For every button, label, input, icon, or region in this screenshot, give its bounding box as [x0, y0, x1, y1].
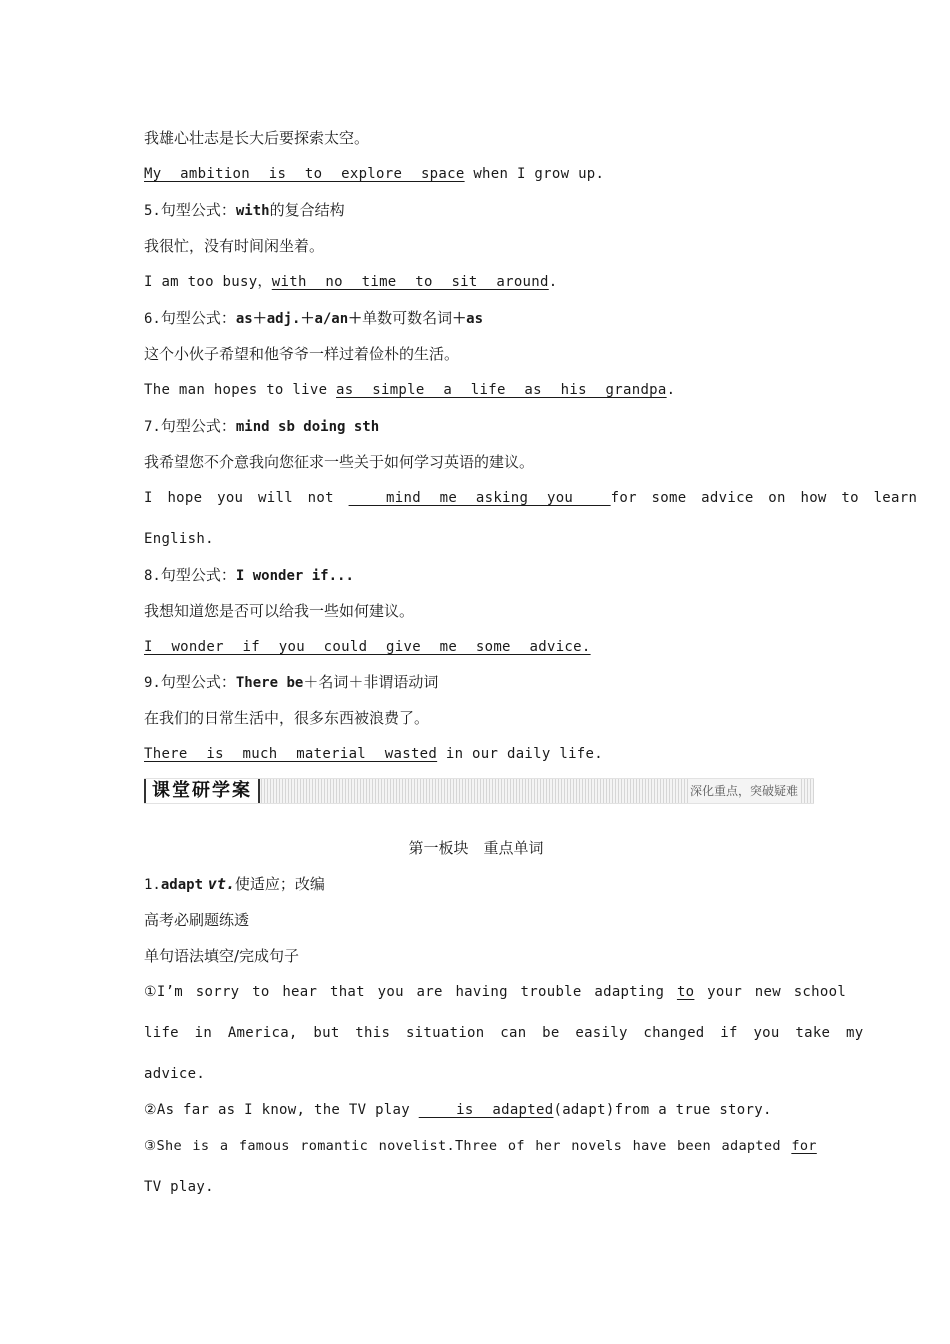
answer-blank: for — [791, 1138, 817, 1154]
pattern-label: 句型公式： — [160, 673, 236, 691]
sentence-chinese: 我很忙，没有时间闲坐着。 — [144, 237, 325, 255]
sentence-tail: . — [666, 382, 676, 398]
exercise-1-continued: life in America, but this situation can be easily changed if you take my — [144, 1025, 864, 1041]
exercise-text: ②As far as I know, the TV play — [144, 1102, 419, 1118]
pattern-suffix: 的复合结构 — [269, 201, 345, 219]
section-title: 第一板块 重点单词 — [408, 839, 544, 857]
sentence-chinese: 这个小伙子希望和他爷爷一样过着俭朴的生活。 — [144, 345, 460, 363]
item-number: 1. — [144, 877, 161, 893]
sentence-tail: when I grow up. — [464, 166, 605, 182]
answer-blank: to — [676, 984, 695, 1000]
exercise-text: ③She is a famous romantic novelist.Three of her novels have been adapted — [144, 1138, 792, 1154]
answer-blank: There is much material wasted — [144, 746, 438, 762]
subheading: 高考必刷题练透 — [144, 911, 250, 929]
pattern-keyword: There be — [235, 675, 304, 691]
sentence-chinese: 我希望您不介意我向您征求一些关于如何学习英语的建议。 — [144, 453, 535, 471]
pattern-suffix: 单数可数名词 — [362, 309, 453, 327]
sentence-english — [144, 163, 808, 185]
item-number: 8. — [144, 568, 161, 584]
sentence-english — [144, 379, 808, 401]
pattern-keyword: with — [235, 203, 270, 219]
sentence-english — [144, 271, 808, 293]
pattern-label: 句型公式： — [160, 201, 236, 219]
answer-blank: with no time to sit around — [271, 274, 549, 290]
pattern-heading-5 — [144, 199, 808, 222]
item-number: 5. — [144, 203, 161, 219]
word-heading — [144, 873, 808, 896]
item-number: 7. — [144, 419, 161, 435]
sentence-tail: for some advice on how to learn — [610, 490, 918, 506]
answer-blank: My ambition is to explore space — [144, 166, 465, 182]
pattern-heading-8 — [144, 564, 808, 587]
sentence-tail: in our daily life. — [437, 746, 603, 762]
sentence-prefix: I hope you will not — [144, 490, 349, 506]
sentence-chinese: 在我们的日常生活中，很多东西被浪费了。 — [144, 709, 430, 727]
exercise-text: your new school — [694, 984, 847, 1000]
pattern-label: 句型公式： — [160, 566, 236, 584]
item-number: 6. — [144, 311, 161, 327]
pattern-keyword: mind sb doing sth — [235, 419, 380, 435]
exercise-3-continued: TV play. — [144, 1179, 214, 1195]
pattern-keyword: as＋adj.＋a/an＋ — [235, 311, 363, 327]
exercise-instruction: 单句语法填空/完成句子 — [144, 947, 300, 965]
pattern-keyword: ＋as — [452, 311, 484, 327]
sentence-tail: . — [548, 274, 558, 290]
banner-title: 课堂研学案 — [144, 779, 260, 803]
sentence-english — [144, 487, 918, 509]
section-banner — [144, 778, 814, 804]
sentence-english-continued: English. — [144, 531, 214, 547]
answer-blank: is adapted — [418, 1102, 554, 1118]
answer-blank: mind me asking you — [348, 490, 611, 506]
sentence-english — [144, 636, 808, 658]
exercise-2 — [144, 1099, 808, 1121]
pattern-heading-6 — [144, 307, 808, 330]
pattern-label: 句型公式： — [160, 417, 236, 435]
sentence-prefix: I am too busy， — [144, 274, 272, 290]
pattern-label: 句型公式： — [160, 309, 236, 327]
answer-blank: I wonder if you could give me some advice. — [144, 639, 591, 655]
pattern-heading-9 — [144, 671, 808, 694]
exercise-1 — [144, 981, 847, 1003]
exercise-3 — [144, 1135, 817, 1157]
sentence-chinese: 我想知道您是否可以给我一些如何建议。 — [144, 602, 415, 620]
sentence-chinese: 我雄心壮志是长大后要探索太空。 — [144, 129, 370, 147]
pattern-keyword: I wonder if... — [235, 568, 354, 584]
pattern-heading-7 — [144, 415, 808, 438]
part-of-speech: vt. — [207, 875, 235, 893]
word-meaning: 使适应；改编 — [234, 875, 325, 893]
banner-subtitle: 深化重点，突破疑难 — [688, 779, 800, 803]
sentence-prefix: The man hopes to live — [144, 382, 337, 398]
sentence-english — [144, 743, 808, 765]
answer-blank: as simple a life as his grandpa — [336, 382, 667, 398]
item-number: 9. — [144, 675, 161, 691]
exercise-text: ①I’m sorry to hear that you are having trouble adapting — [144, 984, 677, 1000]
exercise-1-end: advice. — [144, 1066, 206, 1082]
exercise-text: (adapt)from a true story. — [553, 1102, 772, 1118]
vocab-word: adapt — [160, 877, 204, 893]
pattern-suffix: ＋名词＋非谓语动词 — [303, 673, 439, 691]
